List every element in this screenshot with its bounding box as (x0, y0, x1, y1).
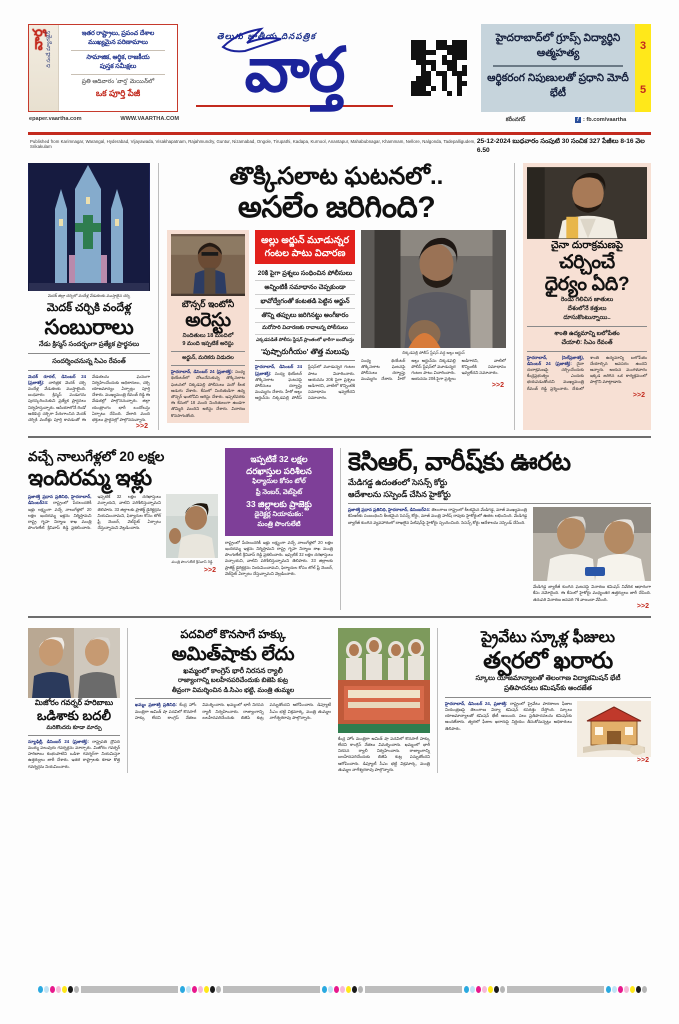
amitshah-body (135, 702, 331, 721)
medak-more-link[interactable]: >>2 (135, 423, 148, 431)
promo-vertical-title: వార్త (30, 29, 45, 51)
fees-body-left (445, 701, 572, 757)
publication-name: వార్త (244, 36, 345, 105)
registration-dot (358, 986, 363, 993)
governor-body (28, 739, 120, 770)
stampede-more-link[interactable]: >>2 (491, 382, 504, 390)
registration-dot (618, 986, 623, 993)
purple-line-5: 33 జిల్లాలకు ప్రాజెక్టు (246, 498, 312, 509)
registration-dots (604, 986, 649, 993)
flash-news-box (481, 24, 651, 123)
promo-line-4: పుస్తక సమీక్షలు (99, 62, 137, 70)
registration-dot (612, 986, 617, 993)
governor-rule (28, 735, 120, 736)
imprint-bar (0, 135, 679, 157)
fees-graphic (577, 701, 651, 757)
promo-rule-2 (71, 74, 165, 75)
registration-dot (50, 986, 55, 993)
church-photo-caption: మెదక్ జిల్లా చర్చిలో వందేళ్ల వేడుకలకు ముస్తాబైన చర్చి (47, 292, 131, 298)
minister-photo-caption: మంత్రి పొంగులేటి శ్రీనివాస్ రెడ్డి (171, 560, 213, 565)
registration-dot (216, 986, 221, 993)
fees-kicker: ప్రైవేటు స్కూళ్ల ఫీజులు (480, 628, 616, 646)
purple-line-4: ఫ్రీ నెంబర్, వెబ్‌సైట్ (255, 488, 303, 496)
medak-body (28, 374, 150, 424)
medak-rule-2 (28, 370, 150, 371)
interrogation-body-text: సంధ్య థియేటర్ తొక్కిసలాట ఘటనపై పోలీసులు దర్యాప్తు ముమ్మరం చేశారు. హీరో అల్లు అర్జున్‌ను చిక్కడపల్లి పోలీస్ స్టేషన్‌లో మూడున్నర గంటల పాటు విచారించారు. ఆయనను 20కి పైగా ప్రశ్నలు అడిగారని, వాటిలో కొన్నింటికి సమాధానం ఇవ్వలేదని సమాచారం. (255, 364, 355, 401)
church-photo (28, 163, 150, 291)
registration-segment (81, 986, 178, 993)
registration-dot (44, 986, 49, 993)
rally-illustration (338, 628, 430, 733)
fees-sub-2: ప్రతిపాదనలు కమిషన్‌కు అందజేత (504, 684, 592, 692)
promo-footer (29, 116, 179, 122)
indiramma-body (28, 494, 161, 567)
fees-headline: త్వరలో ఖరారు (483, 646, 613, 673)
actor-illustration (361, 230, 506, 348)
registration-dot (606, 986, 611, 993)
minister-photo (166, 494, 218, 558)
rally-photo (338, 628, 430, 733)
indiramma-more-link[interactable]: >>2 (203, 567, 216, 575)
registration-dot (62, 986, 67, 993)
registration-dots (320, 986, 365, 993)
china-headline-1: చర్చించే (559, 251, 615, 273)
column-divider-3 (340, 448, 341, 610)
registration-dot (470, 986, 475, 993)
registration-dot (74, 986, 79, 993)
minister-photo-wrap (166, 494, 218, 567)
stampede-headline-line1: తొక్కిసలాట ఘటనలో.. (229, 162, 444, 190)
purple-line-7: మంత్రి పొంగులేటి (257, 521, 301, 529)
bullet-item: 20కి పైగా ప్రశ్నలు సంధించిన పోలీసులు (255, 267, 355, 281)
kcr-content (348, 507, 651, 603)
band-divider-2 (28, 616, 651, 618)
kcr-photo-wrap (533, 507, 651, 603)
amitshah-headline: అమిత్‌షాకు లేదు (171, 643, 295, 665)
governor-illustration (28, 628, 120, 698)
substory-bouncer (167, 230, 249, 423)
medak-kicker: మెదక్ చర్చికి వందేళ్ల (46, 301, 132, 314)
registration-dot (476, 986, 481, 993)
registration-dot (494, 986, 499, 993)
medak-headline: సంబురాలు (44, 315, 134, 339)
story-school-fees (445, 628, 651, 773)
flash-item-1[interactable]: హైదరాబాద్‌లో గ్రూప్స్ విద్యార్థిని ఆత్మహత్య (495, 32, 621, 59)
indiramma-dateline: ప్రజాశక్తి ప్రధాన ప్రతినిధి, హైదరాబాద్, డిసెంబర్24: (28, 494, 92, 506)
interrogation-dateline: హైదరాబాద్, డిసెంబర్ 24 (ప్రజాశక్తి): (255, 364, 302, 376)
amitshah-sub-2: రాజ్యాంగాన్ని బలహీనపరిచేందుకు బిజెపి కుట్ర (178, 677, 288, 685)
bouncer-rule (171, 351, 245, 352)
qr-code-icon[interactable] (411, 40, 467, 96)
registration-segment (507, 986, 604, 993)
column-divider-2 (514, 163, 515, 431)
fees-graphic-wrap (577, 701, 651, 757)
china-dateline: హైదరాబాద్, (సెల్‌ప్రజాశక్తి), డిసెంబర్ 24 (ప్రజాశక్తి): (527, 354, 584, 366)
registration-segment (223, 986, 320, 993)
school-sketch-illustration (577, 701, 651, 757)
bouncer-sub-3: అర్జున్, మరికరు విడుదల (182, 354, 234, 361)
registration-dot (186, 986, 191, 993)
bouncer-dateline: హైదరాబాద్, డిసెంబర్ 24 (ప్రజాశక్తి): (171, 369, 233, 375)
amitshah-rule (135, 698, 331, 699)
china-kicker: చైనా దురాక్రమణపై (551, 239, 623, 251)
story-amitshah (135, 628, 331, 773)
governor-dateline: న్యూఢిల్లీ, డిసెంబర్ 24 (ప్రజాశక్తి): (28, 738, 89, 744)
column-divider-4 (127, 628, 128, 773)
indiramma-kicker: వచ్చే నాలుగేళ్లలో 20 లక్షల (28, 449, 165, 465)
purple-line-2: దరఖాస్తుల పరిశీలన (246, 466, 312, 477)
indiramma-body-wrap (28, 494, 218, 567)
indiramma-headline: ఇందిరమ్మ ఇళ్లు (28, 465, 152, 491)
rally-body-text: కేంద్ర హోం మంత్రిగా అమిత్ షా పదవిలో కొనసాగే హక్కు లేదని కాంగ్రెస్ నేతలు విమర్శించారు. ఖమ్మంలో భారీ నిరసన ర్యాలీ నిర్వహించారు. రాజ్యాంగాన్ని బలహీనపరిచేందుకు బిజెపి కుట్ర పన్నుతోందని ఆరోపించారు. డిప్యూటీ సీఎం భట్టి విక్రమార్క, మంత్రి తుమ్మల నాగేశ్వరరావు పాల్గొన్నారు. (338, 735, 430, 772)
column-divider-1 (158, 163, 159, 431)
china-body (527, 355, 647, 392)
bullet-item: మరోసారి విచారణకు రావాలన్న పోలీసులు (255, 323, 355, 335)
red-banner-line-2: గంటల పాటు విచారణ (264, 247, 346, 259)
flash-footer (481, 116, 651, 124)
fees-content (445, 701, 651, 757)
logo-rule (196, 105, 393, 108)
bullet-item: అన్నింటికీ సమాధానం చెప్పకుండా (255, 281, 355, 295)
fees-dateline: హైదరాబాద్, డిసెంబర్ 24, ప్రజాశక్తి: (445, 700, 508, 706)
bouncer-headline: అరెస్టు (185, 309, 231, 331)
kcr-body-text-1: తెలంగాణ రాష్ట్రంలో కీలకమైన మేడిగడ్డ, మాజీ ముఖ్యమంత్రి కెసిఆర్‌కు సంబంధించి కీలకమైన సెసన్స్ కోర్టు, మాజీ మంత్రి హరీష్ రావుకు హైకోర్టులో ఊరట లభించింది. మేడిగడ్డ బ్యారేజీ కుంగిన వ్యవహారంలో దాఖలైన పిటిషన్‌పై హైకోర్టు స్పందించింది. సెసన్స్ కోర్టు ఆదేశాలను సస్పెండ్ చేసింది. (348, 507, 527, 525)
registration-dot (180, 986, 185, 993)
china-sub-1: రెండు గెలిచిన జాతులు (560, 296, 614, 303)
stampede-headline-line2: అసలేం జరిగింది? (237, 190, 436, 224)
registration-dot (198, 986, 203, 993)
registration-dot (630, 986, 635, 993)
flash-news-items (481, 24, 635, 112)
dateline-info: 25-12-2024 బుధవారం సంపుటి 30 సంచిక 327 పేజీలు 8-16 వెల 6.50 (476, 137, 645, 154)
facebook-icon: f (575, 117, 581, 123)
promo-line-3: సామాజిక, ఆర్థిక, రాజకీయ (86, 54, 150, 62)
rally-photo-column (338, 628, 430, 773)
amitshah-dateline: ఖమ్మం ప్రజాశక్తి ప్రతినిధి: (135, 702, 177, 708)
bouncer-illustration (171, 234, 245, 296)
interrogation-rule (255, 360, 355, 361)
kcr-illustration (533, 507, 651, 581)
actor-photo-caption: చిక్కడపల్లి పోలీస్ స్టేషన్ వద్ద అల్లు అర్జున్ (402, 349, 465, 355)
medak-sub-2: సందర్శించనున్న సిఎం రేవంత్ (52, 357, 126, 365)
edition-list: Published from Karimnagar, Warangal, Hyderabad, Vijayawada, Visakhapatnam, Rajahmundry, Guntur, Nizamabad, Ongole, Tirupathi, Kadapa, Kurnool, Anantapur, Mahabubnagar, Khammam, Nellore, Nalgonda, Tadepalligudem, Srikakulam (30, 138, 476, 149)
kcr-body-text-2: మేడిగడ్డ బ్యారేజీ కుంగిన ఘటనపై విచారణ కమిషన్ నివేదిక ఆధారంగా కేసు నమోదైంది. ఈ కేసులో హైకోర్టు మధ్యంతర ఉత్తర్వులు జారీ చేసింది. తదుపరి విచారణ జనవరి 7కి వాయిదా వేసింది. (533, 584, 651, 602)
purple-line-1: ఇప్పటికే 32 లక్షల (250, 454, 308, 465)
registration-dot (210, 986, 215, 993)
story-indiramma (28, 448, 218, 610)
registration-dot (340, 986, 345, 993)
promo-spine (29, 25, 59, 111)
masthead-logo (188, 29, 401, 108)
qr-module (462, 91, 467, 96)
fees-body-text: రాష్ట్రంలో ప్రైవేటు పాఠశాలల ఫీజుల నియంత్రణపై తెలంగాణ విద్యా కమిషన్ కసరత్తు చేస్తోంది. స్కూలు యాజమాన్యాలతో కమిషన్ భేటీ అయింది. పలు ప్రతిపాదనలను కమిషన్‌కు అందజేశారు. త్వరలో ఫీజుల ఖరారుపై నిర్ణయం తీసుకోనున్నట్లు అధికారులు తెలిపారు. (445, 700, 572, 731)
story-medak-church (28, 163, 150, 431)
governor-photo (28, 628, 120, 698)
kcr-more-link[interactable]: >>2 (636, 602, 649, 610)
band-three (0, 624, 679, 773)
actor-body-text: సంధ్య థియేటర్ తొక్కిసలాట ఘటనపై పోలీసులు దర్యాప్తు ముమ్మరం చేశారు. హీరో అల్లు అర్జున్‌ను చిక్కడపల్లి పోలీస్ స్టేషన్‌లో మూడున్నర గంటల పాటు విచారించారు. ఆయనను 20కి పైగా ప్రశ్నలు అడిగారని, వాటిలో కొన్నింటికి సమాధానం ఇవ్వలేదని సమాచారం. (361, 357, 506, 382)
kcr-dateline: ప్రజాశక్తి ప్రధాన ప్రతినిధి, హైదరాబాద్, డిసెంబర్24: (348, 507, 431, 513)
kcr-rule (348, 503, 651, 504)
actor-body (361, 358, 506, 383)
promo-line-1: ఇతర రాష్ట్రాలు, ప్రపంచ దేశాల (81, 30, 155, 37)
promo-line-6: ఒక పూర్తి పేజీ (95, 88, 141, 99)
registration-dots (462, 986, 507, 993)
logo-tagline: తెలుగు జాతీయ దినపత్రిక (216, 30, 317, 41)
registration-dot (328, 986, 333, 993)
china-sub-3: దూసుకొంటున్నాయి.. (563, 314, 611, 321)
flash-page-tabs (635, 24, 651, 112)
china-sub-2: దేశంలోనే కత్తులు (567, 305, 607, 312)
registration-dot (488, 986, 493, 993)
bouncer-body-text: సంధ్య థియేటర్‌లో చోటుచేసుకున్న తొక్కిసలాట ఘటనలో చిక్కడపల్లి పోలీసులు మరో కీలక అడుగు వేశారు. కేసులో నిందితుడిగా ఉన్న బౌన్సర్ ఇంటోనీని అరెస్టు చేశారు. ఇప్పటివరకు ఈ కేసులో 18 మంది నిందితులుగా ఉండగా తొమ్మిది మందిని అరెస్టు చేశారు. విచారణ కొనసాగుతోంది. (171, 369, 245, 418)
story-stampede (167, 163, 506, 431)
bouncer-photo (171, 234, 245, 296)
bouncer-sub-1: నిందితులు 18 మందిలో (182, 332, 234, 339)
purple-line-3: ఫిర్యాదుల కోసం టోల్ (252, 478, 306, 486)
medak-dateline: మెదక్ రూరల్, డిసెంబర్ 24 (ప్రజాశక్తి): (28, 373, 86, 385)
registration-dots (178, 986, 223, 993)
interrogation-tagline: 'పుష్పారుగీయం' తొత్త మలుపు (260, 347, 349, 357)
indiramma-extra-text: రాష్ట్రంలో పేదలందరికీ ఇళ్లు లక్ష్యంగా వచ్చే నాలుగేళ్లలో 20 లక్షల ఇందిరమ్మ ఇళ్లను నిర్మిస్తామని రాష్ట్ర గృహ నిర్మాణ శాఖ మంత్రి పొంగులేటి శ్రీనివాస్ రెడ్డి ప్రకటించారు. ఇప్పటికే 32 లక్షల దరఖాస్తులు వచ్చాయని, వాటిని పరిశీలిస్తున్నామని తెలిపారు. 33 జిల్లాలకు ప్రాజెక్ట్ డైరెక్టర్లను నియమించామని, ఫిర్యాదుల కోసం టోల్ ఫ్రీ నెంబర్, వెబ్‌సైట్ ఏర్పాటు చేస్తున్నామని వెల్లడించారు. (225, 539, 333, 576)
bird-icon (221, 27, 283, 55)
fees-rule (445, 697, 651, 698)
registration-dot (334, 986, 339, 993)
china-sub-5: చేయాలి: సిఎం రేవంత్ (561, 339, 613, 346)
fees-more-link[interactable]: >>2 (636, 756, 649, 764)
registration-dot (204, 986, 209, 993)
registration-dot (322, 986, 327, 993)
red-banner-line-1: అల్లు అర్జున్ మూడున్నర (261, 234, 349, 246)
promo-rule-1 (71, 50, 165, 51)
masthead (0, 0, 679, 123)
rally-body (338, 736, 430, 773)
registration-dot (346, 986, 351, 993)
story-kcr (348, 448, 651, 610)
amitshah-sub-1: ఖమ్మంలో కాంగ్రెస్ భారీ నిరసన ర్యాలీ (183, 665, 283, 675)
amitshah-body-text: కేంద్ర హోం మంత్రిగా అమిత్ షా పదవిలో కొనసాగే హక్కు లేదని కాంగ్రెస్ నేతలు విమర్శించారు. ఖమ్మంలో భారీ నిరసన ర్యాలీ నిర్వహించారు. రాజ్యాంగాన్ని బలహీనపరిచేందుకు బిజెపి కుట్ర పన్నుతోందని ఆరోపించారు. డిప్యూటీ సీఎం భట్టి విక్రమార్క, మంత్రి తుమ్మల నాగేశ్వరరావు పాల్గొన్నారు. (135, 702, 331, 720)
red-banner (255, 230, 355, 264)
minister-illustration (166, 494, 218, 558)
stampede-subgrid (167, 230, 506, 423)
promo-vertical-sub: ది సండే మ్యాగజైన్ (46, 31, 52, 68)
indiramma-extra-body (225, 540, 333, 577)
registration-dot (68, 986, 73, 993)
registration-dot (192, 986, 197, 993)
governor-sub: మరికొందరు కూడా మార్పు (46, 724, 102, 731)
facebook-handle: : fb.com/vaartha (582, 117, 627, 123)
registration-segment (365, 986, 462, 993)
flash-page-2: 5 (639, 84, 647, 96)
interrogation-bullets (255, 267, 355, 346)
kcr-headline: కెసిఆర్, వారీష్‌కు ఊరట (348, 448, 571, 477)
column-divider-5 (437, 628, 438, 773)
flash-item-2[interactable]: ఆర్థికరంగ నిపుణులతో ప్రధాని మోదీ భేటీ (487, 71, 629, 99)
bullet-item: ఎక్కడపడితే పోలీసు స్టేషన్ ప్రాంతంలో భారీగా బందోబస్తు (255, 337, 355, 343)
china-rule-2 (527, 351, 647, 352)
kcr-body-right (533, 584, 651, 603)
amitshah-kicker: పదవిలో కొనసాగే హక్కు (180, 628, 286, 641)
bouncer-sub-2: 9 మంది ఇప్పటికే అరెస్టు (182, 340, 234, 347)
purple-highlight-box (225, 448, 333, 536)
epaper-url[interactable]: epaper.vaartha.com (29, 116, 82, 122)
kcr-photo (533, 507, 651, 581)
registration-dot (500, 986, 505, 993)
registration-dots (36, 986, 81, 993)
registration-dot (624, 986, 629, 993)
registration-dot (464, 986, 469, 993)
china-headline-2: ధైర్యం ఏది? (544, 273, 630, 295)
registration-dot (636, 986, 641, 993)
medak-sub-1: నేడు క్రిస్మస్ సందర్భంగా ప్రత్యేక ప్రార్థనలు (38, 340, 140, 348)
edition-name: కరీంనగర్ (505, 117, 526, 123)
medak-rule (28, 353, 150, 354)
band-two (0, 444, 679, 610)
bullet-item: భావోద్వేగంతో కంటతడి పెట్టిన అర్జున్ (255, 295, 355, 309)
governor-body-text: రాష్ట్రపతి ద్రౌపది ముర్ము పలువురు గవర్నర్లను మార్చారు. మిజోరం గవర్నర్ హరిబాబు కంభంపాటిని ఒడిశా గవర్నర్‌గా నియమిస్తూ ఉత్తర్వులు జారీ చేశారు. ఇతర రాష్ట్రాలకు కూడా కొత్త గవర్నర్లను నియమించారు. (28, 738, 120, 769)
china-more-link[interactable]: >>2 (632, 391, 645, 399)
promo-line-5: ప్రతి ఆదివారం 'వార్త' మెయిన్‌లో (81, 79, 155, 86)
indiramma-highlights (225, 448, 333, 610)
kcr-body-left (348, 507, 527, 603)
registration-dot (482, 986, 487, 993)
promo-line-2: ముఖ్యమైన పరిణామాలు (88, 38, 148, 46)
indiramma-body-text: రాష్ట్రంలో పేదలందరికీ ఇళ్లు లక్ష్యంగా వచ్చే నాలుగేళ్లలో 20 లక్షల ఇందిరమ్మ ఇళ్లను నిర్మిస్తామని రాష్ట్ర గృహ నిర్మాణ శాఖ మంత్రి పొంగులేటి శ్రీనివాస్ రెడ్డి ప్రకటించారు. ఇప్పటికే 32 లక్షల దరఖాస్తులు వచ్చాయని, వాటిని పరిశీలిస్తున్నామని తెలిపారు. 33 జిల్లాలకు ప్రాజెక్ట్ డైరెక్టర్లను నియమించామని, ఫిర్యాదుల కోసం టోల్ ఫ్రీ నెంబర్, వెబ్‌సైట్ ఏర్పాటు చేస్తున్నామని వెల్లడించారు. (28, 494, 161, 531)
purple-line-6: డైరెక్టర్ల నియామకం: (254, 510, 304, 518)
governor-headline: ఒడిశాకు బదలీ (36, 707, 112, 723)
bouncer-kicker: బౌన్సర్ ఇంటోనీ (181, 298, 235, 309)
band-one (0, 157, 679, 431)
bouncer-rule-2 (171, 365, 245, 366)
actor-photo (361, 230, 506, 348)
bouncer-body (171, 369, 245, 419)
story-governor (28, 628, 120, 773)
story-china (523, 163, 651, 431)
substory-interrogation (255, 230, 355, 423)
band-divider-1 (28, 436, 651, 438)
registration-dot (56, 986, 61, 993)
china-sub-4: శాంతి ఉద్యమాన్ని బలోపేతం (554, 330, 620, 337)
bullet-item: తొన్ని తప్పులు జరిగినట్టు అంగీకారం (255, 309, 355, 323)
registration-dot (642, 986, 647, 993)
china-body-text: చైనా దురాక్రమణపై చర్చించేందుకు కేంద్రప్రభుత్వం ఎందుకు భయపడుతోందని ముఖ్యమంత్రి రేవంత్ రెడ్డి ప్రశ్నించారు. దేశంలో శాంతి ఉద్యమాన్ని బలోపేతం చేయాల్సిన అవసరం ఉందని అన్నారు. ఆయన మంగళవారం ఇక్కడ జరిగిన ఒక కార్యక్రమంలో పాల్గొని మాట్లాడారు. (527, 354, 647, 391)
substory-actor-photo (361, 230, 506, 423)
flash-divider (493, 65, 623, 67)
cm-photo (527, 167, 647, 239)
cm-illustration (527, 167, 647, 239)
kcr-sub-2: ఆదేశాలను సస్పెండ్ చేసిన హైకోర్టు (348, 489, 451, 499)
flash-page-1: 3 (639, 40, 647, 52)
church-illustration (28, 163, 150, 291)
interrogation-body (255, 364, 355, 401)
governor-kicker: మిజోరం గవర్నర్ హరిబాబు (34, 697, 114, 707)
kcr-sub-1: మేడిగడ్డ ఉదంతంలో సెసన్స్ కోర్టు (348, 478, 448, 488)
china-rule (527, 326, 647, 327)
registration-dot (38, 986, 43, 993)
medak-body-text: చారిత్రక మెదక్ చర్చి వందేళ్ల వేడుకలకు ముస్తాబైంది. బుధవారం క్రిస్మస్ పండుగను పురస్కరించుకుని ప్రత్యేక ప్రార్థనలు నిర్వహిస్తున్నారు. ఆసియాలోనే రెండో అతిపెద్ద చర్చిగా పేరుగాంచిన మెదక్ చర్చికి వందేళ్లు పూర్తి కావడంతో ఈ వేడుకలను ఘనంగా నిర్వహించేందుకు అధికారులు, చర్చి యాజమాన్యం ఏర్పాట్లు పూర్తి చేశారు. ముఖ్యమంత్రి రేవంత్ రెడ్డి ఈ వేడుకల్లో పాల్గొననున్నారు. జిల్లా యంత్రాంగం భారీ బందోబస్తు ఏర్పాటు చేసింది. వేలాది మంది భక్తులు ప్రార్థనల్లో పాల్గొననున్నారు. (28, 373, 150, 422)
fees-sub-1: స్కూలు యాజమాన్యాలతో తెలంగాణ విద్యాకమిషన్ భేటీ (475, 674, 621, 682)
cmyk-registration-bar (0, 985, 679, 994)
registration-dot (352, 986, 357, 993)
amitshah-sub-3: తీవ్రంగా విమర్శించిన డి.సిఎం భట్టి, మంత్రి తుమ్మల (171, 686, 295, 694)
website-url[interactable]: WWW.VAARTHA.COM (120, 116, 179, 122)
facebook-link[interactable] (575, 117, 626, 123)
